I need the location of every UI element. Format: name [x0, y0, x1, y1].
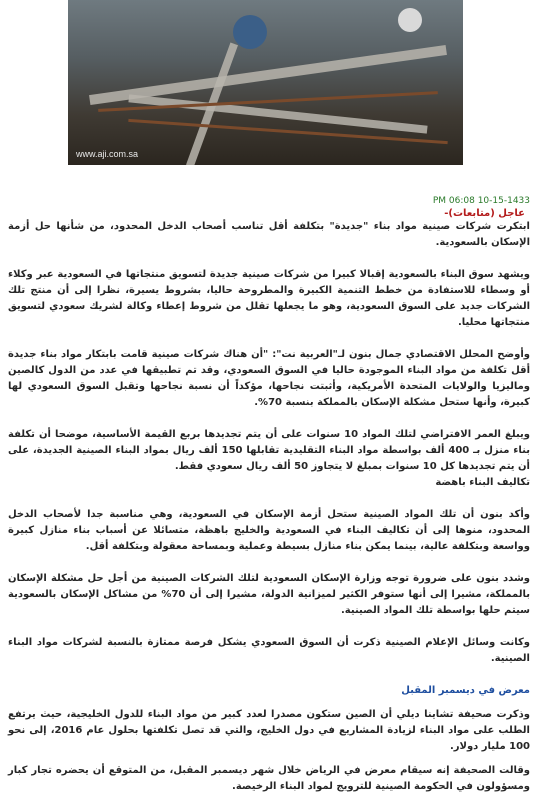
article-photo [68, 0, 463, 165]
article-paragraph: تكاليف البناء باهضة [435, 477, 530, 488]
article-paragraph: وكانت وسائل الإعلام الصينية ذكرت أن السوق السعودي يشكل فرصة ممتازة بالنسبة لشركات مواد البناء الصينية. [8, 637, 530, 664]
photo-worker [233, 15, 267, 49]
article-paragraph: وأكد بنون أن تلك المواد الصينية ستحل أزمة الإسكان في السعودية، وهي مناسبة جدا لأصحاب الدخل المحدود، منوها إلى أن تكاليف البناء في السعودية والخليج باهظة، متسائلا عن أسباب بناء منازل كبيرة وواسعة وبتكلفة عالية، بينما يمكن بناء منازل بسيطة وعملية وبمساحة معقولة وبتكلفة أقل. [8, 509, 530, 552]
article-paragraph: ويشهد سوق البناء بالسعودية إقبالا كبيرا من شركات صينية جديدة لتسويق منتجاتها في السعودية عبر وكلاء أو وسطاء للاستفادة من خطط التنمية الكبيرة والمطروحة حاليا، بشروط يسيرة، نظرا إلى أن منتج تلك الشركات جديد على السوق السعودية، وهو ما يجعلها تقلل من شروط إعطاء وكالة لشريك سعودي لتسويق منتجاتها محليا. [8, 269, 530, 328]
article-body [8, 219, 530, 795]
article-paragraph: وذكرت صحيفة تشاينا ديلي أن الصين ستكون مصدرا لعدد كبير من مواد البناء للدول الخليجية، حيث يرتفع الطلب على مواد البناء لزيادة المشاريع في دول الخليج، والتي قد تصل تكلفتها بحلول عام 2016، إلى نحو 100 مليار دولار. [8, 709, 530, 752]
article-source-tag: عاجل (متابعات)- [444, 208, 525, 219]
article-subheading: معرض في ديسمبر المقبل [401, 685, 530, 696]
photo-worker [398, 8, 422, 32]
article-paragraph: وقالت الصحيفة إنه سيقام معرض في الرياض خلال شهر ديسمبر المقبل، من المتوقع أن يحضره تجار كبار ومسؤولون في الحكومة الصينية للترويج لمواد البناء الرخيصة. [8, 765, 530, 792]
article-paragraph: وأوضح المحلل الاقتصادي جمال بنون لـ"العربية نت": "أن هناك شركات صينية قامت بابتكار مواد بناء جديدة أقل تكلفة من مواد البناء الموجودة حاليا في السوق السعودي، وقد تم تطبيقها في عدد من الدول كالصين وماليزيا والولايات المتحدة الأمريكية، وأثبتت نجاحها، مؤكداً أن نسبة نجاحها وتقبل السوق السعودي لها كبيرة، وأنها ستحل مشكلة الإسكان بالمملكة بنسبة 70%. [8, 349, 530, 408]
article-paragraph: ويبلغ العمر الافتراضي لتلك المواد 10 سنوات على أن يتم تجديدها بربع القيمة الأساسية، موضحا أن تكلفة بناء منزل بـ 400 ألف بواسطة مواد البناء التقليدية تقابلها 150 ألف ريال بمواد البناء الصينية الجديدة، على أن يتم تجديدها كل 10 سنوات بمبلغ لا يتجاوز 50 ألف ريال سعودي فقط. [8, 429, 530, 472]
article-paragraph: ابتكرت شركات صينية مواد بناء "جديدة" بتكلفة أقل تناسب أصحاب الدخل المحدود، من شأنها حل أزمة الإسكان بالسعودية. [8, 221, 530, 248]
article-paragraph: وشدد بنون على ضرورة توجه وزارة الإسكان السعودية لتلك الشركات الصينية من أجل حل مشكلة الإسكان بالمملكة، مشيرا إلى أنها ستوفر الكثير لميزانية الدولة، مشيرا إلى أن 70% من مشاكل الإسكان بالسعودية سيتم حلها بواسطة تلك المواد الصينية. [8, 573, 531, 616]
article-date: PM 06:08 10-15-1433 [432, 196, 530, 206]
photo-caption: www.aji.com.sa [76, 149, 139, 159]
